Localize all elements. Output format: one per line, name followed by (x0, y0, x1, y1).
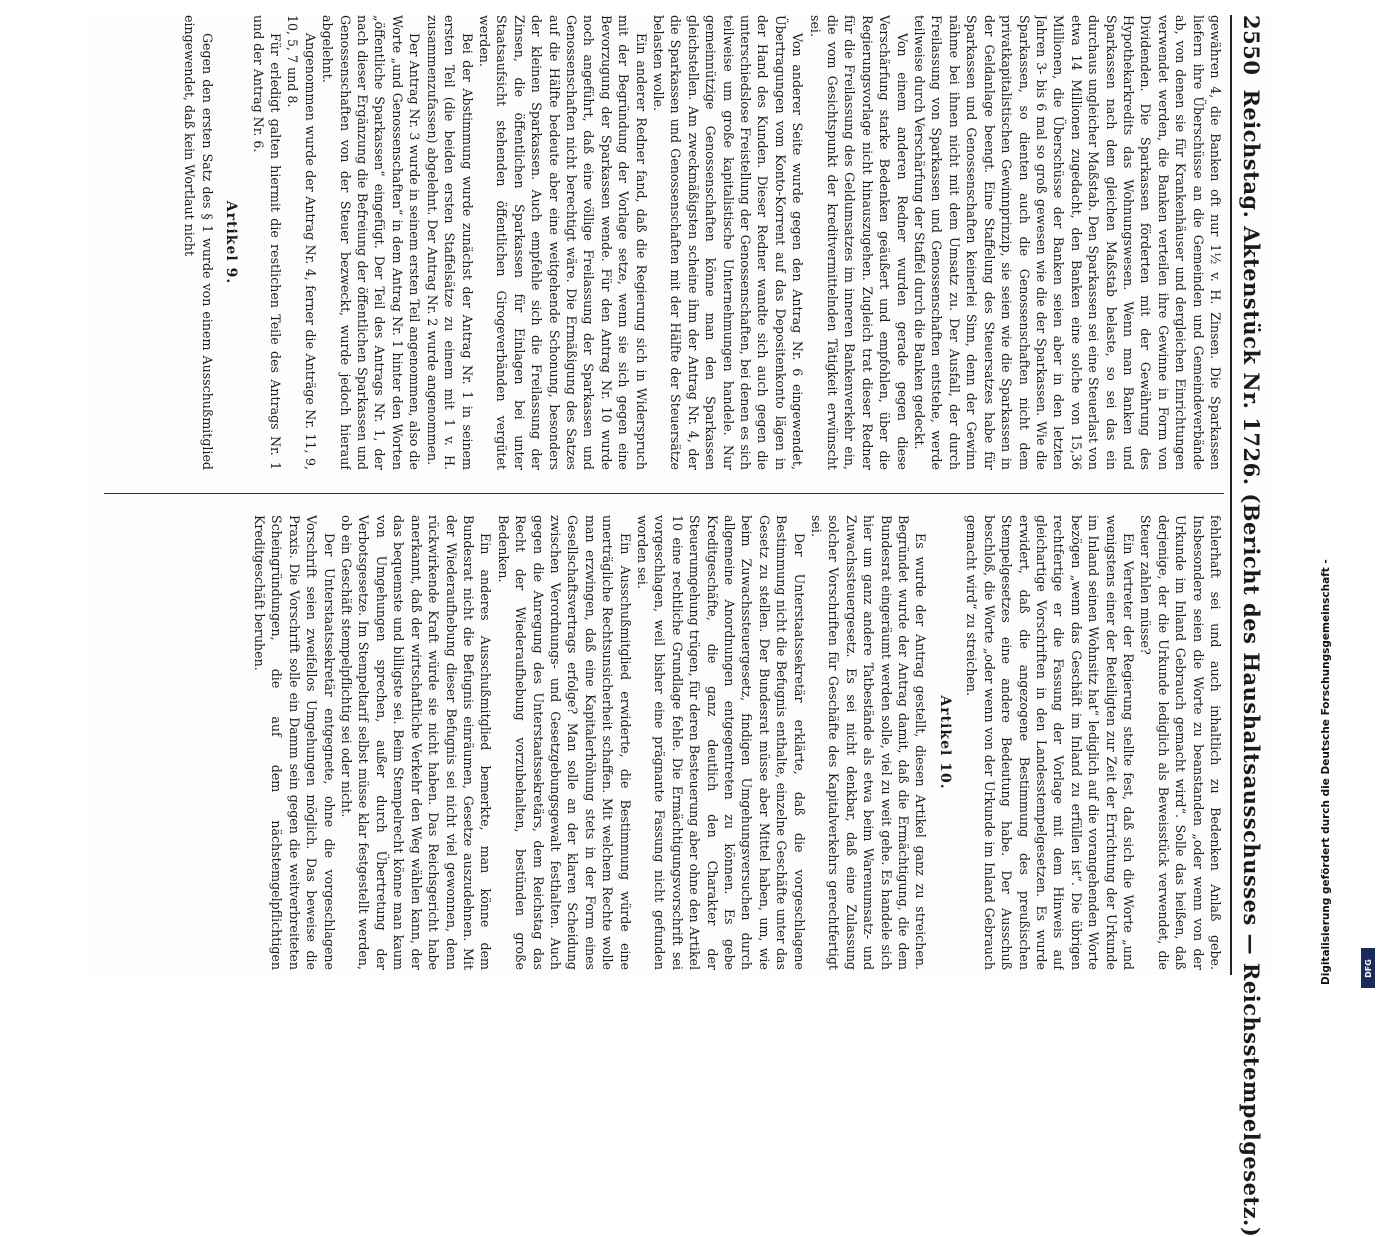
paragraph: Von anderer Seite wurde gegen den Antrag Nr. 6 eingewendet, Übertragungen vom Konto-Korrent auf das Depositenkonto lägen in der Hand des Kunden. Dieser Redner wandte sich auch gegen die unterschiedslose Freistellung der Genossenschaften, bei denen es sich teilweise um große kapitalistische Unternehmungen handele. Nur gemeinnützige Genossenschaften könne man den Sparkassen gleichstellen. Am zweckmäßigsten scheine ihm der Antrag Nr. 4, der die Sparkassen und Genossenschaften mit der Hälfte der Steuersätze belasten wolle. (651, 15, 806, 470)
header-rule (1230, 15, 1232, 975)
paragraph: Angenommen wurde der Antrag Nr. 4, ferner die Anträge Nr. 11, 9, 10, 5, 7 und 8. (285, 15, 318, 470)
paragraph: Es wurde der Antrag gestellt, diesen Artikel ganz zu streichen. Begründet wurde der Antrag damit, daß die Ermächtigung, die dem Bundesrat eingeräumt werden solle, viel zu weit gehe. Es handele sich hier um ganz andere Tatbestände als etwa beim Warenumsatz- und Zuwachssteuergesetz. Es sei nicht denkbar, daß eine Zulassung solcher Vorschriften für Geschäfte des Kapitalverkehrs gerechtfertigt sei. (809, 515, 929, 970)
right-column (94, 515, 1224, 970)
paragraph: Der Antrag Nr. 3 wurde in seinem ersten Teil angenommen, also die Worte „und Genossenschaften“ in dem Antrag Nr. 1 hinter den Worten „öffentliche Sparkassen“ eingefügt. Der Teil des Antrags Nr. 1, der nach dieser Ergänzung die Befreiung der öffentlichen Sparkassen und Genossenschaften von der Steuer bezweckt, wurde jedoch hierauf abgelehnt. (320, 15, 423, 470)
paragraph: Von einem anderen Redner wurden gerade gegen diese Verschärfung starke Bedenken geäußert und empfohlen, über die Regierungsvorlage nicht hinauszugehen. Zugleich trat dieser Redner für die Freilassung des Geldumsatzes im inneren Bankenverkehr ein, die vom Gesichtspunkt der kreditvermittelnden Tätigkeit erwünscht sei. (807, 15, 910, 470)
section-heading: Artikel 9. (223, 200, 240, 285)
paragraph: fehlerhaft sei und auch inhaltlich zu Bedenken Anlaß gebe. Insbesondere seien die Worte zu beanstanden „oder wenn von der Urkunde im Inland Gebrauch gemacht wird“. Solle das heißen, daß derjenige, der die Urkunde lediglich als Beweisstück verwendet, die Steuer zahlen müsse? (1138, 515, 1223, 970)
paragraph: Ein Ausschußmitglied erwiderte, die Bestimmung würde eine unerträgliche Rechtsunsicherheit schaffen. Mit welchem Rechte wolle man erzwingen, daß eine Kapitalerhöhung stets in der Form eines Gesellschaftsvertrags erfolge? Man solle an der klaren Scheidung zwischen Verordnungs- und Gesetzgebungsgewalt festhalten. Auch gegen die Anregung des Unterstaatssekretärs, dem Reichstag das Recht der Wiederaufhebung vorzubehalten, bestünden große Bedenken. (495, 515, 633, 970)
column-divider (104, 493, 1224, 494)
page-content-rotated (85, 15, 1270, 1237)
paragraph: Gegen den ersten Satz des § 1 wurde von einem Ausschußmitglied eingewendet, daß kein Wortlaut nicht (182, 15, 215, 470)
paragraph: gewähren 4, die Banken oft nur 1½ v. H. Zinsen. Die Sparkassen liefern ihre Überschüsse an die Gemeinden und Gemeindeverbände ab, von denen sie für Krankenhäuser und dergleichen Einrichtungen verwendet werden, die Banken verteilen ihre Gewinne in Form von Dividenden. Die Sparkassen förderten mit der Gewährung des Hypothekarkredits das Wohnungswesen. Wenn man Banken und Sparkassen nach dem gleichen Maßstab belaste, so sei das ein durchaus ungleicher Maßstab. Den Sparkassen sei eine Steuerlast von etwa 14 Millionen zugedacht, den Banken eine solche von 15,36 Millionen, die Überschüsse der Banken seien aber in den letzten Jahren 3- bis 6 mal so groß gewesen wie die der Sparkassen. Wie die Sparkassen, so dienten auch die Genossenschaften nicht dem privatkapitalistischen Gewinnprinzip, sie seien wie die Sparkassen in der Geldanlage beengt. Eine Staffelung des Steuersatzes habe für Sparkassen und Genossenschaften keinerlei Sinn, denn der Gewinn nähme bei ihnen nicht mit dem Umsatz zu. Der Ausfall, der durch Freilassung von Sparkassen und Genossenschaften entstehe, werde teilweise durch Verschärfung der Staffel durch die Banken gedeckt. (912, 15, 1223, 470)
paragraph: Ein anderes Ausschußmitglied bemerkte, man könne dem Bundesrat nicht die Befugnis einräumen, Gesetze auszudehnen. Mit der Wiederaufhebung dieser Befugnis sei nicht viel gewonnen, denn rückwirkende Kraft würde sie nicht haben. Das Reichsgericht habe anerkannt, daß der wirtschaftliche Verkehr den Weg wählen kann, der das bequemste und billigste sei. Beim Stempelrecht könne man kaum von Umgehungen sprechen, außer durch Übertretung der Verbotsgesetze. Im Stempeltarif selbst müsse klar festgestellt werden, ob ein Geschäft stempelpflichtig sei oder nicht. (339, 515, 494, 970)
left-column (94, 15, 1224, 470)
paragraph: Für erledigt galten hiermit die restlichen Teile des Antrags Nr. 1 und der Antrag Nr. 6. (250, 15, 284, 470)
paragraph: Ein Vertreter der Regierung stellte fest, daß sich die Worte „und wenigstens einer der Beteiligten zur Zeit der Errichtung der Urkunde im Inland seinen Wohnsitz hat“ lediglich auf die vorangehenden Worte bezögen „wenn das Geschäft im Inland zu erfüllen ist“. Die übrigen rechtfertige er die Fassung der Vorlage mit dem Hinweis auf gleichartige Vorschriften in den Landesstempelgesetzen. Es wurde erwidert, daß die angezogene Bestimmung des preußischen Stempelgesetzes eine andere Bedeutung habe. Der Ausschuß beschloß, die Worte „oder wenn von der Urkunde im Inland Gebrauch gemacht wird“ zu streichen. (964, 515, 1136, 970)
scanned-page (85, 15, 1270, 1237)
dfg-logo-text: DFG (1363, 958, 1373, 978)
paragraph: Der Unterstaatssekretär entgegnete, ohne die vorgeschlagene Vorschrift seien zweifellos Umgehungen möglich. Das beweise die Praxis. Die Vorschrift solle ein Damm sein gegen die weitverbreiteten Scheingründungen, die auf dem nächstemgelpflichtigen Kreditgeschäft beruhen. (252, 515, 337, 970)
dfg-logo (1361, 948, 1375, 988)
digitization-credit: Digitalisierung gefördert durch die Deutsche Forschungsgemeinschaft - (1320, 559, 1332, 985)
paragraph: Bei der Abstimmung wurde zunächst der Antrag Nr. 1 in seinem ersten Teil (die beiden ersten Staffelsätze zu einem mit 1 v. H. zusammenzufassen) abgelehnt. Der Antrag Nr. 2 wurde angenommen. (424, 15, 475, 470)
paragraph: Der Unterstaatssekretär erklärte, daß die vorgeschlagene Bestimmung nicht die Befugnis enthalte, einzelne Geschäfte unter das Gesetz zu stellen. Der Bundesrat müsse aber Mittel haben, um, wie beim Zuwachssteuergesetz, findigen Umgehungsversuchen durch allgemeine Anordnungen entgegentreten zu können. Es gebe Kreditgeschäfte, die ganz deutlich den Charakter der Steuerumgehung trügen, für deren Besteuerung aber ohne den Artikel 10 eine rechtliche Grundlage fehle. Die Ermächtigungsvorschrift sei vorgeschlagen, weil bisher eine prägnante Fassung nicht gefunden worden sei. (635, 515, 807, 970)
page-title: Reichstag. Aktenstück Nr. 1726. (Bericht des Haushaltsausschusses — Reichsstempelgesetz.) (1239, 89, 1265, 1237)
page-number: 2550 (1239, 15, 1265, 76)
paragraph: Ein anderer Redner fand, daß die Regierung sich in Widerspruch mit der Begründung der Vorlage setze, wenn sie sich gegen eine Bevorzugung der Sparkassen wende. Für den Antrag Nr. 10 wurde noch angeführt, daß eine völlige Freilassung der Sparkassen und Genossenschaften nicht berechtigt wäre. Die Ermäßigung des Satzes auf die Hälfte bedeute aber eine weitgehende Schonung, besonders der kleinen Sparkassen. Auch empfehle sich die Freilassung der Zinsen, die öffentlichen Sparkassen für Einlagen bei unter Staatsaufsicht stehenden öffentlichen Girogeverbänden vergütet werden. (476, 15, 649, 470)
section-heading: Artikel 10. (936, 695, 953, 790)
page-header (1234, 15, 1270, 1237)
